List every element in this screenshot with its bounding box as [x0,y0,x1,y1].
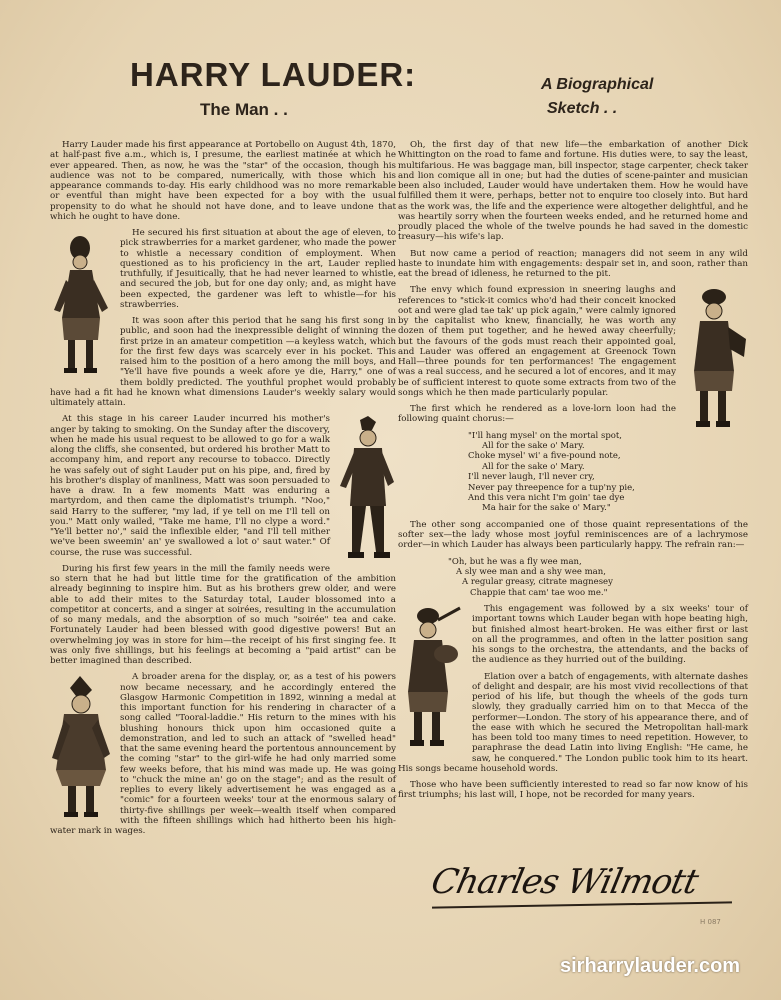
author-signature: Charles Wilmott [427,862,702,902]
paragraph: The envy which found expression in sneering laughs and references to "stick-it comics who'd had their conceit knocked oot and were glad tae tak' up pick again," were calmly ignored by the capitalist who knew, financially, he was worth any dozen of them put together, and he hewed away cheerfully; but the favours of the gods must reach their appointed goal, and Lauder was offered an engagement at Greenock Town Hall—three pounds for ten performances! The engagement was a real success, and he secured a lot of encores, and it may be of sufficient interest to quote some extracts from two of the songs which he then made particularly popular. [398,285,676,398]
verse-line: A sly wee man and a shy wee man, [456,566,606,577]
archive-stamp: H 087 [700,918,721,926]
paragraph: He secured his first situation at about the age of eleven, to pick strawberries for a market gardener, who made the power to whistle a necessary condition of employment. When questioned as to his proficiency in the art, Lauder replied truthfully, if Jesuitically, that he had never learned to whistle, and secured the job, but for one day only; and, as might have been expected, the gardener was left to whistle—for his strawberries. [120,228,396,310]
paragraph: A broader arena for the display, or, as a test of his powers now became necessary, and he accordingly entered the Glasgow Harmonic Competition in 1892, winning a medal at this important function for his rendering in character of a song called "Tooral-laddie." His return to the mines with his blushing honours thick upon him occasioned quite a demonstration, and led to such an attack of "swelled head" that the same evening heard the portentous announcement by the coming "star" to the girl-wife he had only married some few weeks before, that his mind was made up. He was going to "chuck the mine an' go on the stage"; and as the result of replies to every likely advertisement he was engaged as a "comic" for a fourteen weeks' tour at the enormous salary of thirty-five shillings per week—wealth itself when compared with the fifteen shillings which had hitherto been his high-water mark in wages. [50,672,396,836]
paragraph: Harry Lauder made his first appearance at Portobello on August 4th, 1870, at half-past five a.m., which is, I presume, the earliest matinée at which he ever appeared. Then, as now, he was the "star" of the occasion, though his audience was not to be compared, numerically, with those which his appearance commands to-day. His early childhood was no more remarkable or eventful than might have been expected for a boy with the usual propensity to do what he should not have done, and to leave undone that which he ought to have done. [50,140,396,222]
verse-line: "Oh, but he was a fly wee man, [448,556,582,567]
page-subtitle: The Man . . [200,100,288,119]
paragraph: The other song accompanied one of those quaint representations of the softer sex—the lady whose most joyful reminiscences are of a lachrymose order—in which Lauder has always been particularly happy. The refrain ran:— [398,519,748,551]
paragraph: The first which he rendered as a love-lorn loon had the following quaint chorus:— [398,404,676,425]
verse-line: "I'll hang mysel' on the mortal spot, [468,430,623,441]
page-title: HARRY LAUDER: [130,56,417,93]
bio-heading [541,73,681,121]
paragraph: This engagement was followed by a six weeks' tour of important towns which Lauder began with hope beating high, but finished almost heart-broken. He was either first or last on all the programmes, and often in the latter position sang his songs to the orchestra, the attendants, and the backs of the audience as they hurried out of the building. [472,604,748,666]
figure-piper-icon [398,606,464,755]
verse-line: Chappie that cam' tae woo me." [470,587,608,598]
paragraph: Oh, the first day of that new life—the embarkation of another Dick Whittington on the road to fame and fortune. His duties were, to say the least, multifarious. He was baggage man, bill inspector, stage carpenter, check taker and lion comique all in one; but had the duties of scene-painter and musician been also included, Lauder would have undertaken them. How he would have fulfilled them it were, perhaps, better not to enquire too closely into. But hard as the work was, the life and the experience were altogether delightful, and he was heartily sorry when the fourteen weeks ended, and he returned home and proudly placed the whole of the twelve pounds he had saved in the domestic treasury—his wife's lap. [398,140,748,243]
figure-highlander-icon [684,287,748,436]
verse-line: All for the sake o' Mary. [482,461,585,472]
paragraph: Those who have been sufficiently interested to read so far now know of his first triumphs; his last will, I hope, not be recorded for many years. [398,780,748,801]
verse-line: Never pay threepence for a tup'ny pie, [468,482,635,493]
verse-2 [448,557,748,599]
verse-line: Choke mysel' wi' a five-pound note, [468,451,621,462]
paragraph: It was soon after this period that he sang his first song in public, and soon had the inexpressible delight of winning the first prize in an amateur competition —a keyless watch, which for the first few days was scarcely ever in his pocket. This raised him to the position of a hero among the mill boys, and "Ye'll have five pounds a week afore ye die, Harry," one of them boldly predicted. The youthful prophet would probably have had a fit had he known what dimensions Lauder's weekly salary would ultimately attain. [50,316,396,408]
bio-line-1: A Biographical [541,76,654,93]
paragraph: But now came a period of reaction; managers did not seem in any wild haste to inundate him with engagements: despair set in, and soon, rather than eat the bread of idleness, he returned to the pit. [398,248,748,279]
signature-underline [432,901,732,908]
verse-line: Ma hair for the sake o' Mary." [482,503,611,514]
figure-soldier-icon [338,416,396,567]
verse-1 [468,431,748,514]
verse-line: A regular greasy, citrate magnesey [462,577,613,588]
left-column [50,140,396,842]
right-column [398,140,748,807]
paragraph: During his first few years in the mill the family needs were so stern that he had but little time for the gratification of the ambition already beginning to inspire him. But as his brothers grew older, and were able to add their mites to the Saturday total, Lauder blossomed into a competitor at concerts, and a singer at soirées, resulting in the accumulation of so many medals, and the absorption of so much "soirée" tea and cake. Fortunately Lauder had been blessed with good digestive powers! But an overwhelming joy was in store for him—the receipt of his first singing fee. It was only five shillings, but his feelings at becoming a "paid artist" can be better imagined than described. [50,563,396,666]
figure-kilted-icon [50,230,112,383]
verse-line: All for the sake o' Mary. [482,440,585,451]
verse-line: I'll never laugh, I'll never cry, [468,472,595,483]
paragraph: Elation over a batch of engagements, with alternate dashes of delight and despair, are his most vivid recollections of that period of his life, but though the wheels of the gods turn slowly, they gradually carried him on to that Mecca of the performer—London. The story of his appearance there, and of the ease with which he secured the Metropolitan hall-mark has been told too many times to need repetition. However, to paraphrase the dead Latin into living English: "He came, he saw, he conquered." The London public took him to its heart. His songs became household words. [398,671,748,774]
figure-jester-icon [50,674,112,823]
verse-line: And this vera nicht I'm goin' tae dye [468,492,625,503]
bio-line-2: Sketch . . [547,100,618,117]
paragraph: At this stage in his career Lauder incurred his mother's anger by taking to smoking. On the Sunday after the discovery, when he made his usual request to be allowed to go for a walk along the cliffs, she consented, but ordered his brother Matt to accompany him, and report any recourse to tobacco. Directly he was safely out of sight Lauder put on his pipe, and, fired by his brother's display of manliness, Matt was soon persuaded to have a draw. In a few moments Matt was enduring a martyrdom, and then came the diplomatist's triumph. "Noo," said Harry to the sufferer, "my lad, if ye tell on me I'll tell on you." Matt only wailed, "Take me hame, I'll no clype a word." "Ye'll better no'," said the inflexible elder, "and I'll tell mither we've been sweemin' an' ye swallowed a lot o' saut water." Of course, the ruse was successful. [50,414,330,558]
site-watermark: sirharrylauder.com [560,955,741,977]
